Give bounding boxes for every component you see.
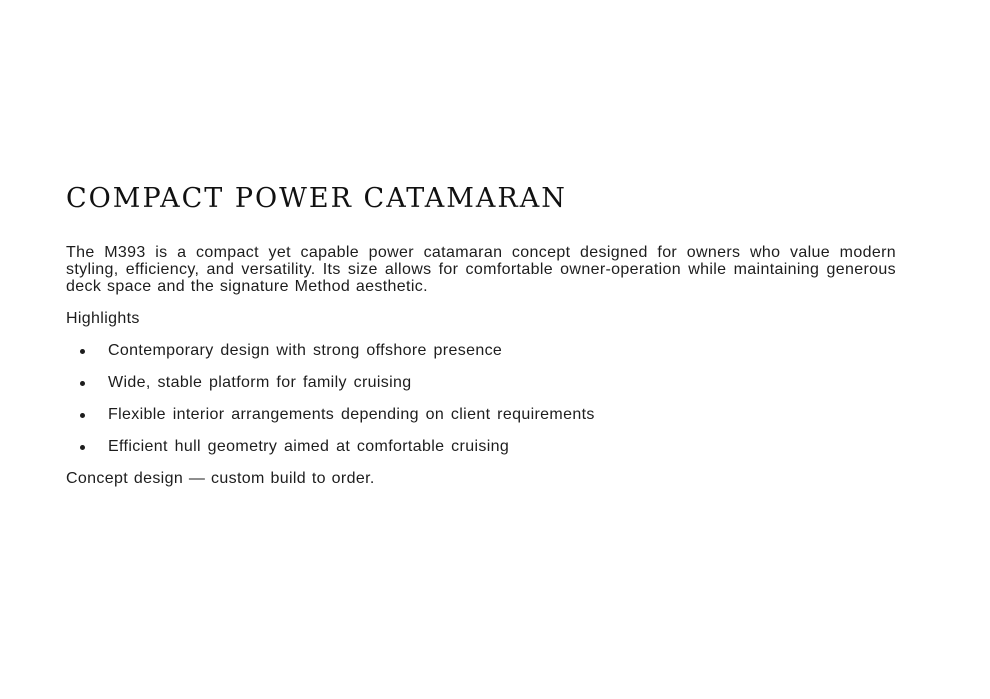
list-item — [66, 373, 896, 393]
highlights-list — [66, 341, 896, 457]
list-item-text: Contemporary design with strong offshore presence — [108, 342, 503, 359]
page-title: COMPACT POWER CATAMARAN — [66, 183, 567, 214]
footer-note: Concept design — custom build to order. — [66, 470, 375, 487]
list-item — [66, 341, 896, 361]
bullet-icon — [80, 413, 85, 418]
bullet-icon — [80, 445, 85, 450]
list-item-text: Flexible interior arrangements depending on client requirements — [108, 406, 595, 423]
list-item — [66, 437, 896, 457]
document-body — [66, 182, 896, 489]
list-item-text: Wide, stable platform for family cruising — [108, 374, 412, 391]
list-item — [66, 405, 896, 425]
intro-paragraph: The M393 is a compact yet capable power catamaran concept designed for owners who value modern styling, efficiency, and versatility. Its size allows for comfortable owner-operation while maintaining generous deck space and the signature Method aesthetic. — [66, 244, 896, 295]
bullet-icon — [80, 381, 85, 386]
bullet-icon — [80, 349, 85, 354]
highlights-heading: Highlights — [66, 310, 140, 327]
list-item-text: Efficient hull geometry aimed at comfortable cruising — [108, 438, 510, 455]
